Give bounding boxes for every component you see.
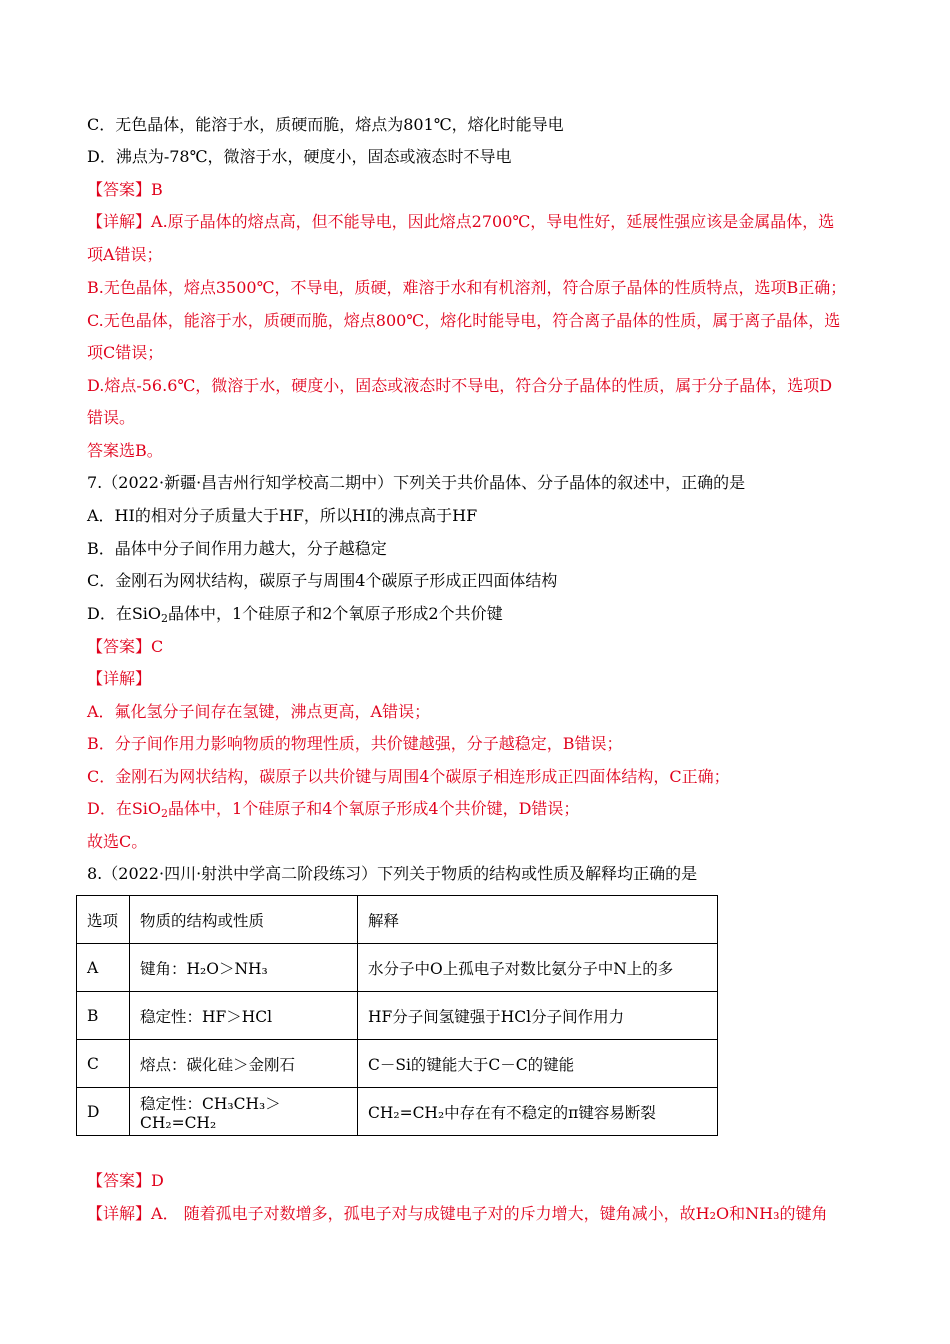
q7-detail-b: B．分子间作用力影响物质的物理性质，共价键越强，分子越稳定，B错误； [87, 734, 623, 753]
table-row [77, 1040, 718, 1088]
q6-detail-3a: C.无色晶体，能溶于水，质硬而脆，熔点800℃，熔化时能导电，符合离子晶体的性质，属于离子晶体，选 [87, 311, 841, 330]
q6-detail-2: B.无色晶体，熔点3500℃，不导电，质硬，难溶于水和有机溶剂，符合原子晶体的性质特点，选项B正确； [87, 278, 847, 297]
q6-option-d: D．沸点为-78℃，微溶于水，硬度小，固态或液态时不导电 [87, 147, 512, 166]
property-label: 熔点：碳化硅＞金刚石 [140, 1055, 296, 1074]
q6-conclusion: 答案选B。 [87, 441, 163, 460]
row-property [130, 1040, 358, 1088]
row-option: C [77, 1040, 130, 1088]
header-explanation: 解释 [358, 896, 718, 944]
subscript: 2 [161, 807, 169, 820]
q8-detail-a [87, 1204, 828, 1224]
text: D．在SiO [87, 604, 162, 623]
property-formula: H₂O＞NH₃ [186, 959, 268, 978]
q6-detail-1a [87, 212, 834, 232]
property-formula: HF＞HCl [202, 1007, 273, 1026]
table-header-row [77, 896, 718, 944]
property-label: 键角： [140, 959, 187, 978]
table-row [77, 1088, 718, 1136]
q7-option-c: C．金刚石为网状结构，碳原子与周围4个碳原子形成正四面体结构 [87, 571, 558, 590]
q6-answer: 【答案】B [87, 180, 163, 199]
header-option: 选项 [77, 896, 130, 944]
q8-table [76, 895, 718, 1136]
q7-option-d [87, 604, 503, 624]
header-property: 物质的结构或性质 [130, 896, 358, 944]
text: D．在SiO [87, 799, 162, 818]
property-label: 稳定性： [140, 1094, 203, 1113]
detail-label: 【详解】 [87, 1204, 152, 1223]
q7-option-b: B．晶体中分子间作用力越大，分子越稳定 [87, 539, 387, 558]
row-property [130, 944, 358, 992]
detail-label: 【详解】 [87, 212, 152, 231]
q8-stem: 8.（2022·四川·射洪中学高二阶段练习）下列关于物质的结构或性质及解释均正确的是 [87, 864, 698, 883]
q7-detail-label: 【详解】 [87, 669, 152, 688]
detail-text: A． 随着孤电子对数增多，孤电子对与成键电子对的斥力增大，键角减小，故H₂O和NH₃的键角 [151, 1204, 828, 1223]
row-option: D [77, 1088, 130, 1136]
q8-answer: 【答案】D [87, 1171, 164, 1190]
property-formula: CH₃CH₃＞CH₂=CH₂ [140, 1094, 281, 1132]
q6-detail-4b: 错误。 [87, 408, 136, 427]
table-row [77, 944, 718, 992]
q6-detail-1b: 项A错误； [87, 245, 163, 264]
row-property [130, 1088, 358, 1136]
q7-detail-a: A．氟化氢分子间存在氢键，沸点更高，A错误； [87, 702, 431, 721]
q6-detail-3b: 项C错误； [87, 343, 164, 362]
text: 晶体中，1个硅原子和4个氧原子形成4个共价键，D错误； [168, 799, 580, 818]
detail-text: A.原子晶体的熔点高，但不能导电，因此熔点2700℃，导电性好，延展性强应该是金属晶体，选 [151, 212, 835, 231]
row-option: B [77, 992, 130, 1040]
q6-detail-4a: D.熔点-56.6℃，微溶于水，硬度小，固态或液态时不导电，符合分子晶体的性质，属于分子晶体，选项D [87, 376, 833, 395]
text: 晶体中，1个硅原子和2个氧原子形成2个共价键 [168, 604, 503, 623]
row-explanation: CH₂=CH₂中存在有不稳定的π键容易断裂 [358, 1088, 718, 1136]
row-explanation: 水分子中O上孤电子对数比氨分子中N上的多 [358, 944, 718, 992]
q7-detail-c: C．金刚石为网状结构，碳原子以共价键与周围4个碳原子相连形成正四面体结构，C正确； [87, 767, 730, 786]
q7-answer: 【答案】C [87, 637, 164, 656]
q6-option-c: C．无色晶体，能溶于水，质硬而脆，熔点为801℃，熔化时能导电 [87, 115, 564, 134]
row-explanation: C－Si的键能大于C－C的键能 [358, 1040, 718, 1088]
row-property [130, 992, 358, 1040]
q7-stem: 7.（2022·新疆·昌吉州行知学校高二期中）下列关于共价晶体、分子晶体的叙述中，正确的是 [87, 473, 746, 492]
row-option: A [77, 944, 130, 992]
table-row [77, 992, 718, 1040]
q7-detail-d [87, 799, 579, 819]
q7-option-a: A．HI的相对分子质量大于HF，所以HI的沸点高于HF [87, 506, 478, 525]
subscript: 2 [161, 612, 169, 625]
property-label: 稳定性： [140, 1007, 203, 1026]
row-explanation: HF分子间氢键强于HCl分子间作用力 [358, 992, 718, 1040]
q7-conclusion: 故选C。 [87, 832, 148, 851]
